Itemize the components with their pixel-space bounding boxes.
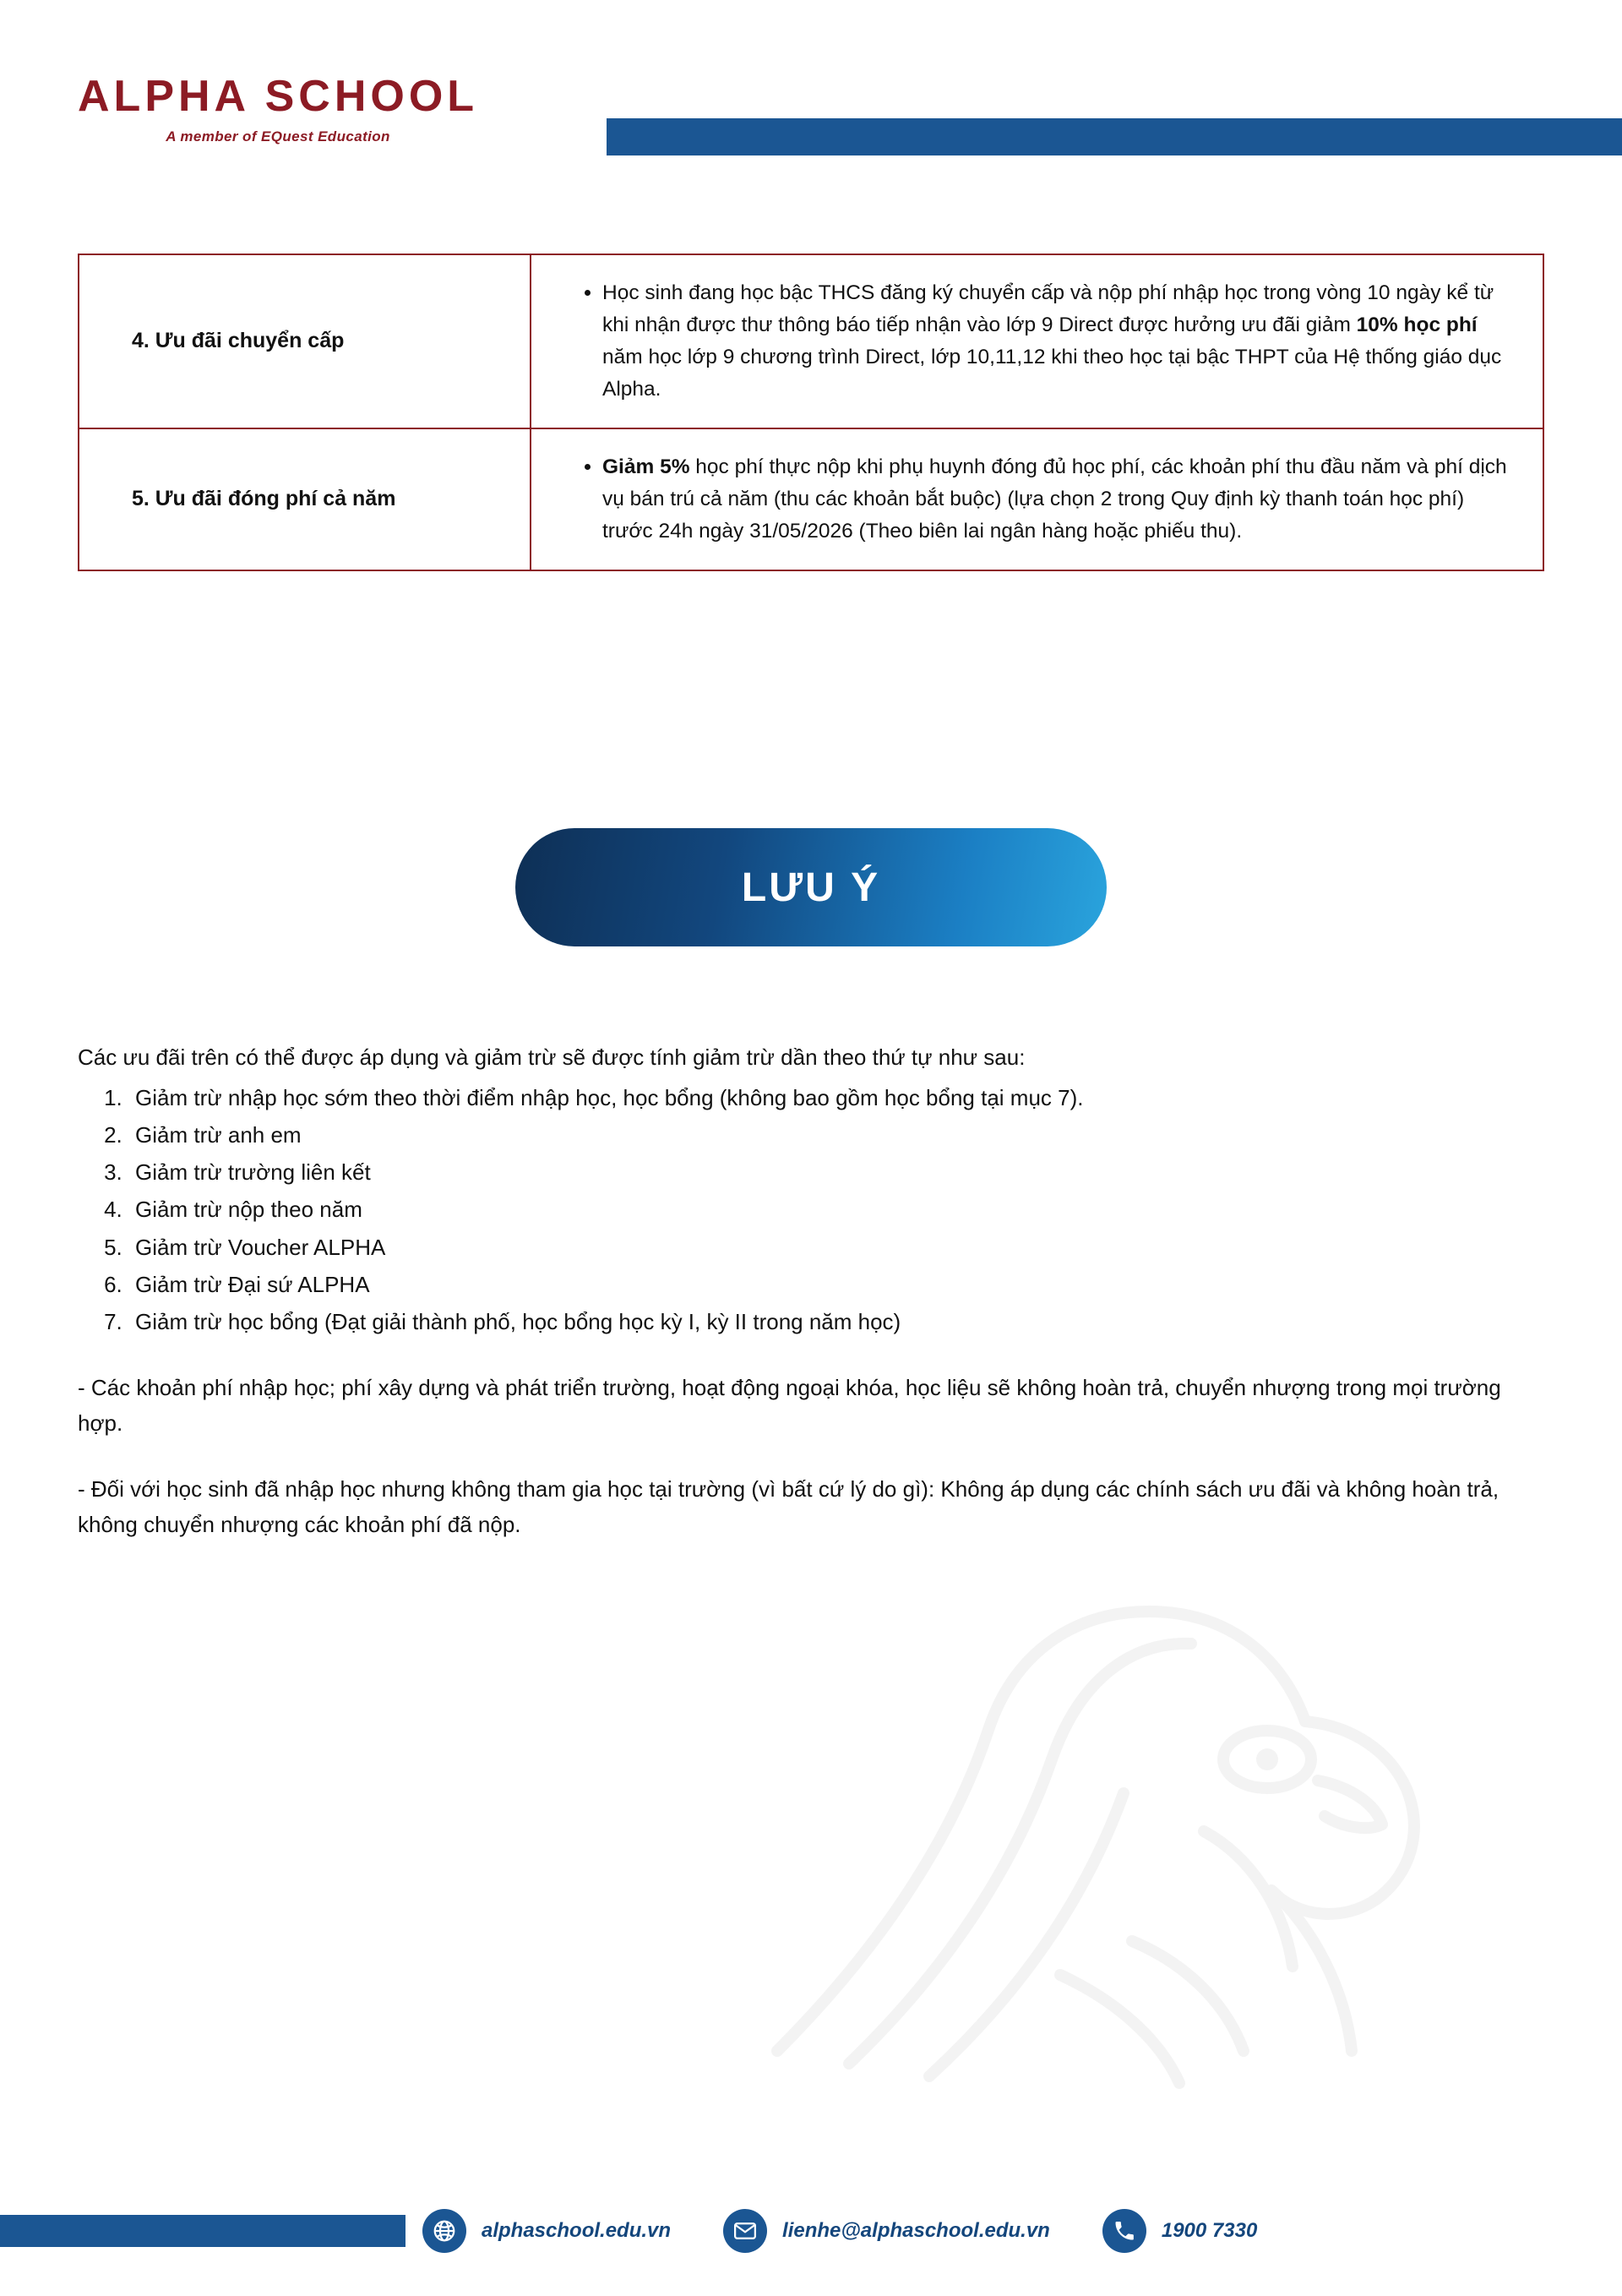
row-label: 5. Ưu đãi đóng phí cả năm [79, 428, 531, 570]
notes-intro: Các ưu đãi trên có thể được áp dụng và giảm trừ sẽ được tính giảm trừ dần theo thứ tự như sau: [78, 1044, 1026, 1070]
footer-email-text: lienhe@alphaschool.edu.vn [782, 2219, 1050, 2242]
list-item: 4. Giảm trừ nộp theo năm [128, 1192, 1548, 1227]
notes-paragraph-2: - Đối với học sinh đã nhập học nhưng không tham gia học tại trường (vì bất cứ lý do gì): Không áp dụng các chính sách ưu đãi và không hoàn trả, không chuyển nhượng các khoản phí đã nộp. [78, 1476, 1500, 1538]
luu-y-badge: LƯU Ý [515, 828, 1107, 946]
bullet-list [570, 451, 1509, 548]
brand-logo [78, 74, 478, 145]
page-footer [0, 2201, 1622, 2261]
globe-icon [422, 2209, 466, 2253]
text-segment: năm học lớp 9 chương trình Direct, lớp 10,11,12 khi theo học tại bậc THPT của Hệ thống giáo dục Alpha. [602, 345, 1502, 401]
list-item: 2. Giảm trừ anh em [128, 1117, 1548, 1153]
logo-subtitle-brand: EQuest Education [261, 128, 390, 145]
list-item: 7. Giảm trừ học bổng (Đạt giải thành phố, học bổng học kỳ I, kỳ II trong năm học) [128, 1304, 1548, 1339]
list-item: 3. Giảm trừ trường liên kết [128, 1154, 1548, 1190]
notes-paragraph-1: - Các khoản phí nhập học; phí xây dựng và phát triển trường, hoạt động ngoại khóa, học liệu sẽ không hoàn trả, chuyển nhượng trong mọi trường hợp. [78, 1374, 1501, 1436]
list-item [602, 451, 1509, 548]
logo-title: ALPHA SCHOOL [78, 72, 479, 121]
section-banner [0, 828, 1622, 946]
notes-section [78, 1039, 1548, 1542]
phone-icon [1102, 2209, 1146, 2253]
incentives-table [78, 254, 1544, 571]
list-item [602, 277, 1509, 406]
row-label: 4. Ưu đãi chuyển cấp [79, 254, 531, 428]
text-segment: Học sinh đang học bậc THCS đăng ký chuyển cấp và nộp phí nhập học trong vòng 10 ngày kể từ khi nhận được thư thông báo tiếp nhận vào lớp 9 Direct được hưởng ưu đãi giảm [602, 281, 1494, 336]
row-content [531, 428, 1543, 570]
list-item: 5. Giảm trừ Voucher ALPHA [128, 1230, 1548, 1265]
notes-ordered-list [78, 1080, 1548, 1339]
header-accent-bar [607, 118, 1622, 155]
footer-accent-bar [0, 2215, 406, 2247]
footer-phone[interactable] [1102, 2209, 1257, 2253]
table-row [79, 254, 1543, 428]
footer-website[interactable] [422, 2209, 671, 2253]
footer-contact-list [422, 2201, 1546, 2261]
footer-email[interactable] [723, 2209, 1050, 2253]
envelope-icon [723, 2209, 767, 2253]
text-segment: học phí thực nộp khi phụ huynh đóng đủ học phí, các khoản phí thu đầu năm và phí dịch vụ bán trú cả năm (thu các khoản bắt buộc) (lựa chọn 2 trong Quy định kỳ thanh toán học phí) trước 24h ngày 31/05/2026 (Theo biên lai ngân hàng hoặc phiếu thu). [602, 455, 1507, 543]
bullet-list [570, 277, 1509, 406]
text-segment-bold: 10% học phí [1356, 313, 1478, 336]
list-item: 1. Giảm trừ nhập học sớm theo thời điểm nhập học, học bổng (không bao gồm học bổng tại mục 7). [128, 1080, 1548, 1115]
eagle-watermark-icon [676, 1578, 1521, 2102]
row-content [531, 254, 1543, 428]
table-row [79, 428, 1543, 570]
page-header [0, 0, 1622, 220]
list-item: 6. Giảm trừ Đại sứ ALPHA [128, 1267, 1548, 1302]
logo-subtitle [78, 128, 478, 145]
footer-phone-text: 1900 7330 [1161, 2219, 1258, 2242]
logo-subtitle-prefix: A member of [166, 128, 262, 145]
text-segment-bold: Giảm 5% [602, 455, 690, 478]
footer-website-text: alphaschool.edu.vn [482, 2219, 672, 2242]
